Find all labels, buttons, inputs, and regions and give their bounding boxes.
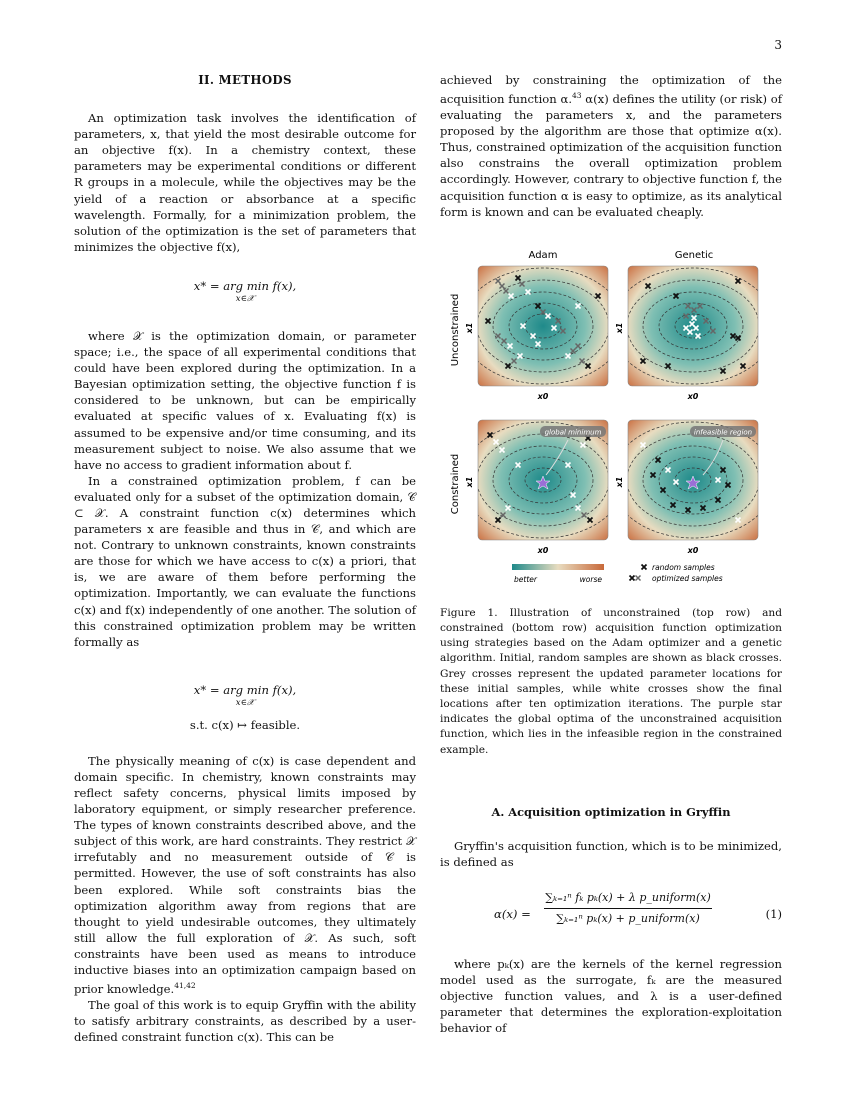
subsection-title: A. Acquisition optimization in Gryffin [491, 804, 731, 819]
axis-label-x: x0 [537, 391, 549, 401]
page-number: 3 [774, 38, 782, 52]
colorbar-label-better: better [514, 574, 537, 584]
axis-label-y: x1 [615, 322, 624, 334]
legend [630, 563, 723, 583]
legend-optimized-samples: optimized samples [652, 573, 723, 583]
equation-lhs: α(x) = [494, 907, 531, 922]
figure-1-graphic [440, 246, 782, 596]
equation-main: x* = arg min f(x), [193, 278, 297, 293]
equation-constraint: s.t. c(x) ↦ feasible. [189, 717, 301, 732]
axis-label-x: x0 [537, 545, 549, 555]
axis-label-x: x0 [687, 391, 699, 401]
legend-random-samples: random samples [652, 562, 715, 572]
right-column [440, 72, 782, 1036]
axis-label-y: x1 [465, 322, 474, 334]
equation-number: (1) [765, 907, 782, 922]
equation-denominator: ∑ₖ₌₁ⁿ pₖ(x) + p_uniform(x) [556, 912, 700, 926]
equation-fraction [544, 890, 712, 927]
figure-caption: Figure 1. Illustration of unconstrained (top row) and constrained (bottom row) acquisition function optimization using strategies based on the Adam optimizer and a genetic algorithm. Initial, random samples are shown as black crosses. Grey crosses represent the updated parameter locations for these initial samples, while white crosses show the final locations after ten optimization iterations. The purple star indicates the global optima of the unconstrained acquisition function, which lies in the infeasible region in the constrained example. [440, 606, 782, 756]
paragraph: The physically meaning of c(x) is case dependent and domain specific. In chemistry, known constraints may reflect safety concerns, physical limits imposed by laboratory equipment, or simply researcher preference. The types of known constraints described above, and the subject of this work, are hard constraints. They restrict 𝒳 irrefutably and no measurement outside of 𝒞 is permitted. However, the use of soft constraints has also been explored. While soft constraints bias the optimization algorithm away from regions that are thought to yield undesirable outcomes, they ultimately still allow the full exploration of 𝒳. As such, soft constraints have been used as means to introduce inductive biases into an optimization campaign based on prior knowledge.$^{41,42}$ [74, 753, 416, 996]
paragraph: where pₖ(x) are the kernels of the kernel regression model used as the surrogate, fₖ are the measured objective function values, and λ is a user-defined parameter that determines the exploration-exploitation behavior of [440, 957, 782, 1036]
paragraph: The goal of this work is to equip Gryffin with the ability to satisfy arbitrary constraints, as described by a user-defined constraint function c(x). This can be [74, 998, 416, 1045]
axis-label-x: x0 [687, 545, 699, 555]
colorbar [512, 564, 604, 584]
paragraph: where 𝒳 is the optimization domain, or parameter space; i.e., the space of all experimental conditions that could have been explored during the optimization. In a Bayesian optimization setting, the objective function f is considered to be unknown, but can be empirically evaluated at specific values of x. Evaluating f(x) is assumed to be expensive and/or time consuming, and its measurement subject to noise. We also assume that we have no access to gradient information about f. [74, 328, 416, 472]
figure-row-title-constrained: Constrained [450, 453, 461, 514]
equation-1 [440, 890, 782, 944]
figure-1 [440, 246, 782, 596]
section-title: II. METHODS [198, 73, 292, 87]
equation-argmin [74, 279, 416, 306]
paragraph: achieved by constraining the optimization of the acquisition function α.$^{43}$ α(x) defines the utility (or risk) of evaluating the parameters x, and the parameters proposed by the algorithm are those that optimize α(x). Thus, constrained optimization of the acquisition function also constrains the overall optimization problem accordingly. However, contrary to objective function f, the acquisition function α is easy to optimize, as its analytical form is known and can be evaluated cheaply. [440, 73, 783, 219]
figure-col-title-genetic: Genetic [674, 249, 714, 261]
equation-numerator: ∑ₖ₌₁ⁿ fₖ pₖ(x) + λ p_uniform(x) [544, 890, 712, 909]
paragraph: In a constrained optimization problem, f can be evaluated only for a subset of the optimization domain, 𝒞 ⊂ 𝒳. A constraint function c(x) determines which parameters x are feasible and thus in 𝒞, and which are not. Contrary to unknown constraints, known constraints are those for which we have access to c(x) a priori, that is, we are aware of them before performing the optimization. Importantly, we can evaluate the functions c(x) and f(x) independently of one another. The solution of this constrained optimization problem may be written formally as [74, 473, 416, 649]
colorbar-label-worse: worse [579, 574, 602, 584]
panel-adam-unconstrained [461, 266, 625, 401]
equation-subscript: x∈𝒳 [235, 293, 255, 304]
citation: 41,42 [174, 981, 196, 991]
figure-row-title-unconstrained: Unconstrained [450, 293, 461, 367]
annotation-global-minimum: global minimum [544, 428, 602, 437]
paragraph: An optimization task involves the identification of parameters, x, that yield the most desirable outcome for an objective f(x). In a chemistry context, these parameters may be experimental conditions or different R groups in a molecule, while the objectives may be the yield of a reaction or absorbance at a specific wavelength. Formally, for a minimization problem, the solution of the optimization is the set of parameters that minimizes the objective f(x), [74, 111, 416, 254]
axis-label-y: x1 [465, 476, 474, 488]
equation-constrained [74, 682, 416, 733]
left-column [74, 72, 416, 1045]
citation: 43 [572, 91, 582, 101]
panel-adam-constrained [461, 420, 625, 555]
panel-genetic-unconstrained [611, 266, 775, 401]
annotation-infeasible-region: infeasible region [693, 428, 753, 437]
equation-subscript: x∈𝒳 [235, 697, 255, 708]
paragraph: Gryffin's acquisition function, which is to be minimized, is defined as [440, 838, 782, 869]
panel-genetic-constrained [611, 420, 775, 555]
axis-label-y: x1 [615, 476, 624, 488]
figure-col-title-adam: Adam [528, 249, 558, 261]
equation-main: x* = arg min f(x), [193, 682, 297, 697]
